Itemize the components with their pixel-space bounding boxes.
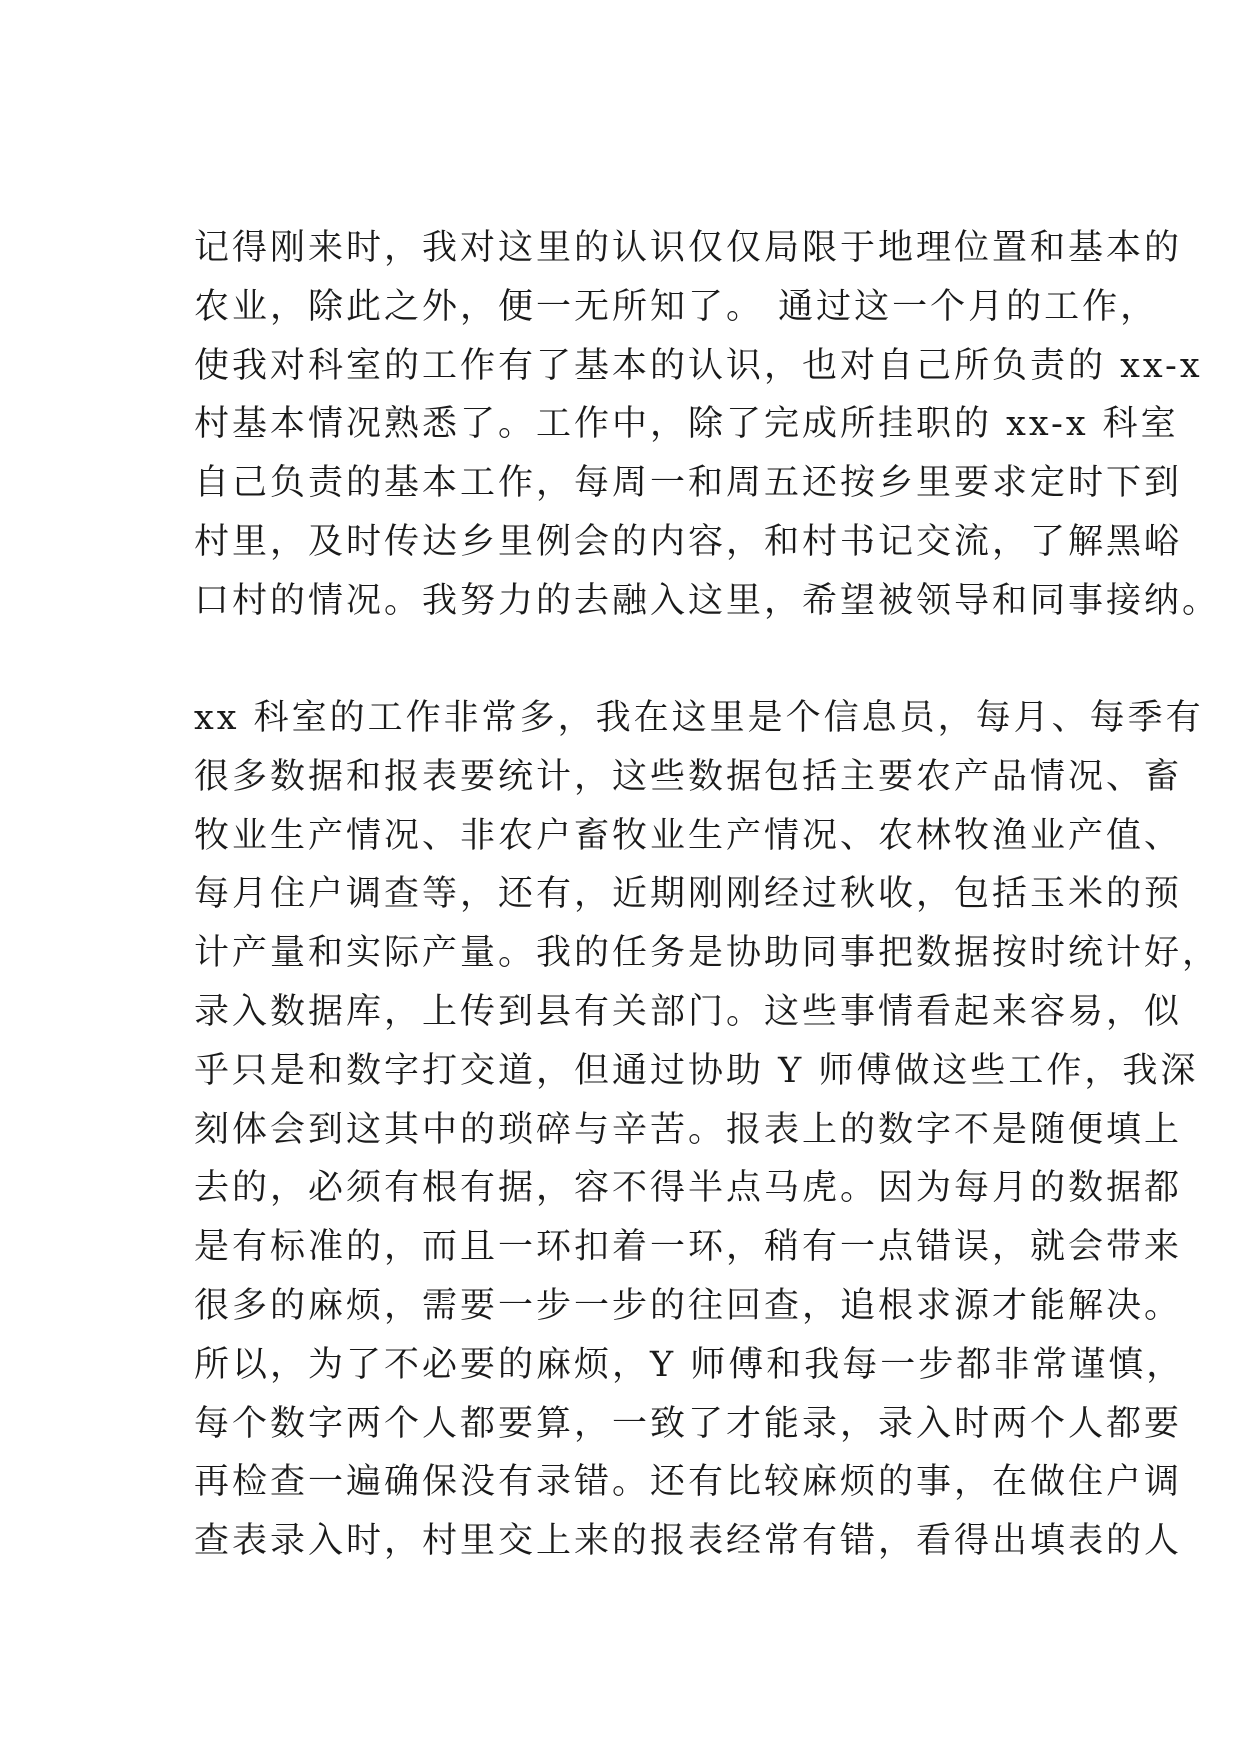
text-line: 牧业生产情况、非农户畜牧业生产情况、农林牧渔业产值、 bbox=[194, 815, 1183, 856]
text-line: 村里，及时传达乡里例会的内容，和村书记交流，了解黑峪 bbox=[194, 521, 1183, 562]
text-line: 录入数据库，上传到县有关部门。这些事情看起来容易，似 bbox=[194, 991, 1183, 1032]
text-line: 查表录入时，村里交上来的报表经常有错，看得出填表的人 bbox=[194, 1521, 1183, 1562]
text-line: 村基本情况熟悉了。工作中，除了完成所挂职的 xx-x 科室 bbox=[194, 404, 1179, 445]
text-line: 去的，必须有根有据，容不得半点马虎。因为每月的数据都 bbox=[194, 1168, 1183, 1209]
text-line: 再检查一遍确保没有录错。还有比较麻烦的事，在做住户调 bbox=[194, 1462, 1183, 1503]
text-line: 每个数字两个人都要算，一致了才能录，录入时两个人都要 bbox=[194, 1403, 1183, 1444]
text-line: 很多的麻烦，需要一步一步的往回查，追根求源才能解决。 bbox=[194, 1285, 1183, 1326]
text-line: 使我对科室的工作有了基本的认识，也对自己所负责的 xx-x bbox=[194, 345, 1203, 386]
text-line: 计产量和实际产量。我的任务是协助同事把数据按时统计好， bbox=[194, 933, 1221, 974]
text-line: xx 科室的工作非常多，我在这里是个信息员，每月、每季有 bbox=[194, 698, 1204, 738]
text-line: 口村的情况。我努力的去融入这里，希望被领导和同事接纳。 bbox=[194, 580, 1221, 621]
text-line: 是有标准的，而且一环扣着一环，稍有一点错误，就会带来 bbox=[194, 1227, 1183, 1268]
text-line: 农业，除此之外，便一无所知了。 通过这一个月的工作， bbox=[194, 286, 1159, 327]
paragraph-1 bbox=[194, 219, 1221, 631]
paragraph-2 bbox=[194, 689, 1221, 1571]
text-line: 很多数据和报表要统计，这些数据包括主要农产品情况、畜 bbox=[194, 756, 1183, 797]
text-line: 所以，为了不必要的麻烦，Y 师傅和我每一步都非常谨慎， bbox=[194, 1344, 1185, 1385]
text-line: 自己负责的基本工作，每周一和周五还按乡里要求定时下到 bbox=[194, 463, 1183, 504]
text-line: 乎只是和数字打交道，但通过协助 Y 师傅做这些工作，我深 bbox=[194, 1050, 1199, 1091]
text-line: 记得刚来时，我对这里的认识仅仅局限于地理位置和基本的 bbox=[194, 228, 1183, 268]
text-line: 刻体会到这其中的琐碎与辛苦。报表上的数字不是随便填上 bbox=[194, 1109, 1183, 1150]
text-line: 每月住户调查等，还有，近期刚刚经过秋收，包括玉米的预 bbox=[194, 874, 1183, 915]
